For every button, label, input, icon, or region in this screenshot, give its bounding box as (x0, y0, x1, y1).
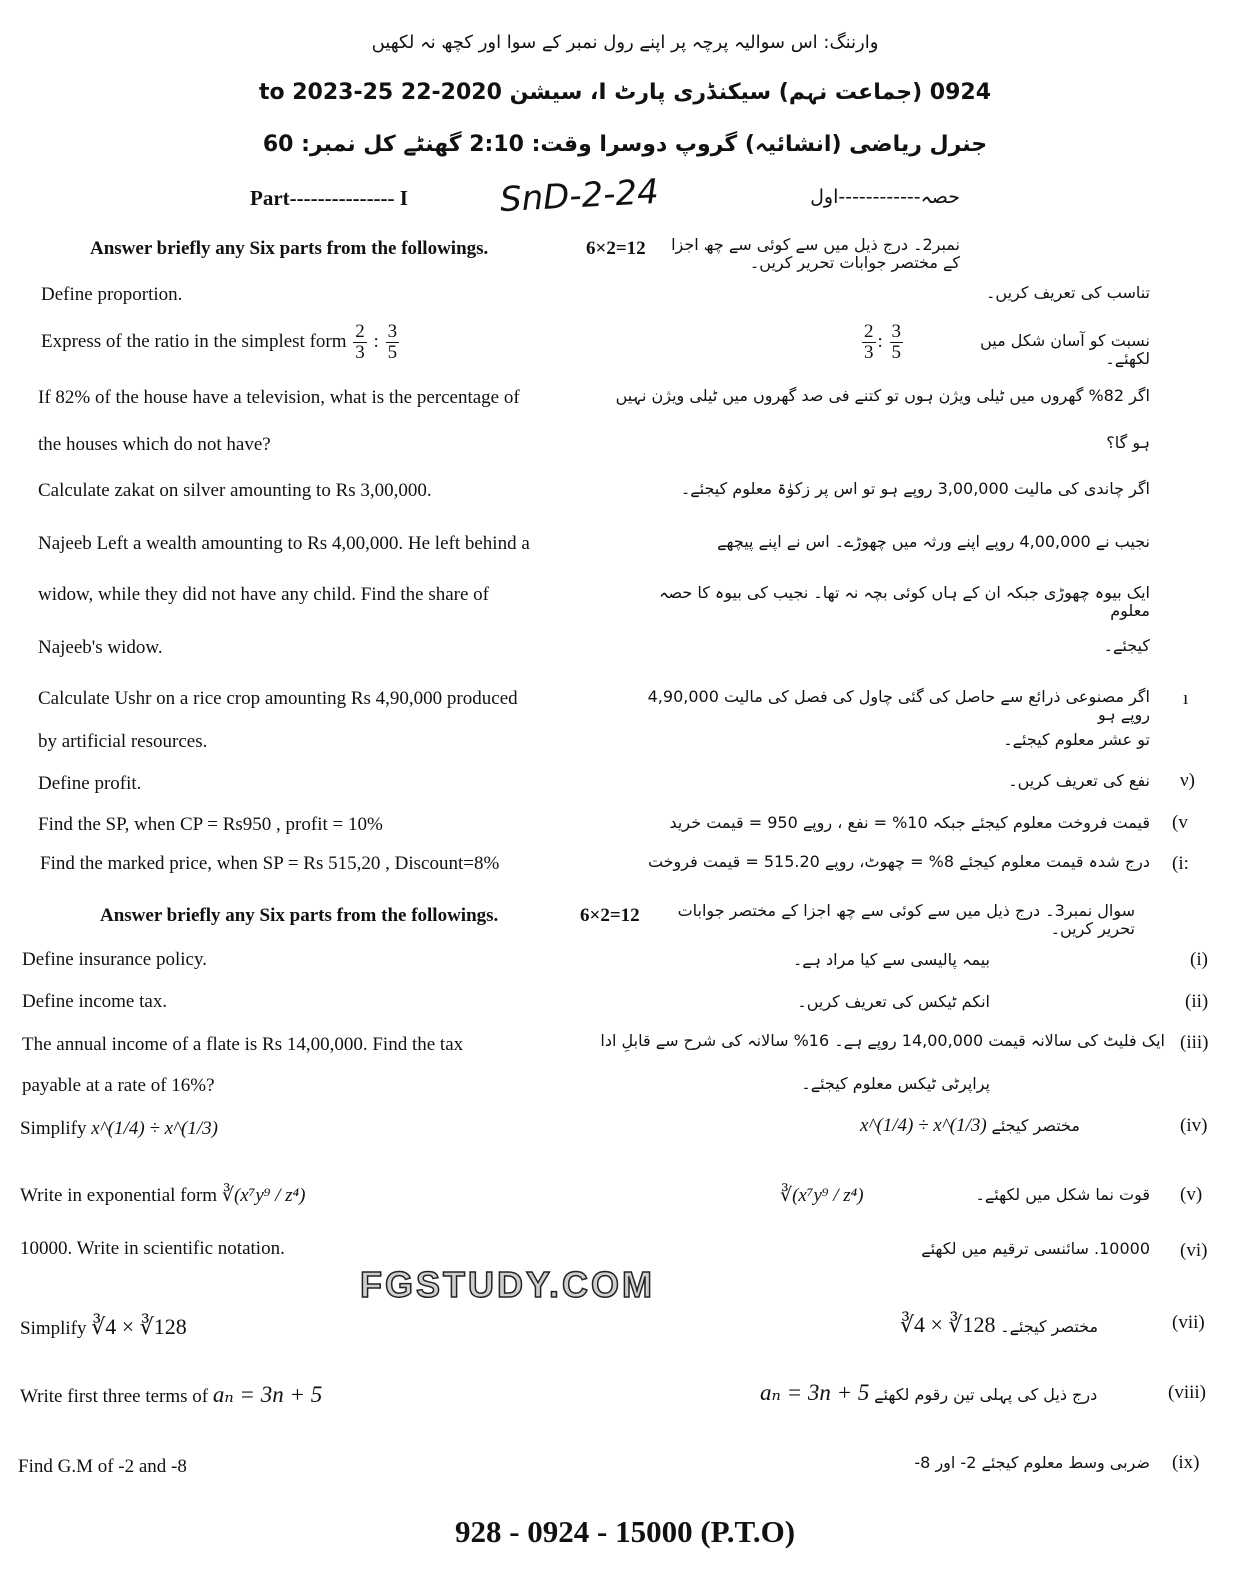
q3-item-8-marker: (viii) (1168, 1382, 1206, 1403)
q2-item-8-marker: (v (1172, 812, 1188, 833)
q2-item-7-en: Define profit. (38, 773, 142, 794)
q3-item-7-marker: (vii) (1172, 1312, 1205, 1333)
q3-item-4-marker: (iv) (1180, 1115, 1208, 1136)
q3-item-6-ur: 10000. سائنسی ترقیم میں لکھئے (921, 1239, 1150, 1258)
q3-item-3-ur-2: پراپرٹی ٹیکس معلوم کیجئے۔ (801, 1074, 990, 1093)
q3-item-8-en: Write first three terms of aₙ = 3n + 5 (20, 1382, 323, 1407)
q2-item-9-ur: درج شدہ قیمت معلوم کیجئے 8% = چھوٹ، روپے 515.20 = قیمت فروخت (647, 852, 1150, 871)
math-expression: x^(1/4) ÷ x^(1/3) (860, 1115, 987, 1136)
q3-item-9-marker: (ix) (1172, 1452, 1200, 1473)
q2-item-2-ratio: $\frac{2}{3}$ : $\frac{3}{5}$ (864, 321, 902, 363)
q3-item-5-marker: (v) (1180, 1184, 1203, 1205)
q2-item-2-text: Express of the ratio in the simplest form (41, 330, 347, 352)
q3-item-3-ur-1: ایک فلیٹ کی سالانہ قیمت 14,00,000 روپے ہے۔ 16% سالانہ کی شرح سے قابلِ ادا (600, 1031, 1165, 1050)
q3-item-9-en: Find G.M of -2 and -8 (18, 1456, 187, 1477)
paper-code-line: 0924 (جماعت نہم) سیکنڈری پارٹ I، سیشن 2020-22 to 2023-25 (258, 80, 992, 105)
q2-item-2-ur: نسبت کو آسان شکل میں لکھئے۔ (980, 331, 1150, 368)
q2-item-3-ur-2: ہو گا؟ (1106, 433, 1150, 452)
q2-item-4-ur: اگر چاندی کی مالیت 3,00,000 روپے ہو تو اس پر زکوٰۃ معلوم کیجئے۔ (680, 479, 1150, 498)
q2-item-6-en-2: by artificial resources. (38, 731, 208, 752)
q3-item-1-ur: بیمہ پالیسی سے کیا مراد ہے۔ (792, 950, 990, 969)
q3-item-1-en: Define insurance policy. (22, 949, 207, 970)
q2-item-3-en-1: If 82% of the house have a television, what is the percentage of (38, 387, 520, 408)
q2-item-5-ur-3: کیجئے۔ (1103, 636, 1150, 655)
q2-item-7-marker: ν) (1180, 770, 1195, 791)
subject-line: جنرل ریاضی (انشائیہ) گروپ دوسرا وقت: 2:10 گھنٹے کل نمبر: 60 (262, 132, 988, 157)
q3-marks: 6×2=12 (580, 905, 640, 926)
part-label-ur: حصہ------------اول (810, 186, 960, 208)
q2-item-6-ur-1: اگر مصنوعی ذرائع سے حاصل کی گئی چاول کی فصل کی مالیت 4,90,000 روپے ہو (647, 687, 1150, 724)
q3-item-4-en: Simplify x^(1/4) ÷ x^(1/3) (20, 1118, 218, 1139)
q3-item-2-en: Define income tax. (22, 991, 168, 1012)
handwritten-note: SnD-2-24 (499, 171, 660, 221)
q3-item-5-en: Write in exponential form ∛(x⁷y⁹ / z⁴) (20, 1185, 306, 1206)
q2-item-1-en: Define proportion. (41, 284, 183, 305)
q3-instruction-ur: سوال نمبر3۔ درج ذیل میں سے کوئی سے چھ اجزا کے مختصر جوابات تحریر کریں۔ (677, 901, 1135, 938)
q3-item-4-ur-line: x^(1/4) ÷ x^(1/3) مختصر کیجئے (860, 1115, 1080, 1136)
q2-item-8-en: Find the SP, when CP = Rs950 , profit = 10% (38, 814, 383, 835)
q3-item-3-en-2: payable at a rate of 16%? (22, 1075, 215, 1096)
q2-item-5-ur-2: ایک بیوہ چھوڑی جبکہ ان کے ہاں کوئی بچہ نہ تھا۔ نجیب کی بیوہ کا حصہ معلوم (659, 583, 1150, 620)
q3-item-7-ur-line: ∛4 × ∛128 مختصر کیجئے۔ (900, 1312, 1099, 1337)
q3-item-5-math: ∛(x⁷y⁹ / z⁴) (780, 1185, 864, 1206)
q2-item-7-ur: نفع کی تعریف کریں۔ (1008, 771, 1150, 790)
q2-item-9-marker: (i: (1172, 853, 1189, 874)
q3-item-9-ur: ضربی وسط معلوم کیجئے 2- اور 8- (914, 1453, 1150, 1472)
q3-item-2-marker: (ii) (1185, 991, 1209, 1012)
q3-item-3-marker: (iii) (1180, 1032, 1209, 1053)
q2-item-6-en-1: Calculate Ushr on a rice crop amounting Rs 4,90,000 produced (38, 688, 518, 709)
footer-code: 928 - 0924 - 15000 (P.T.O) (454, 1514, 796, 1549)
math-expression: ∛4 × ∛128 (91, 1314, 187, 1339)
q2-item-6-marker: ı (1183, 688, 1189, 709)
math-expression: ∛(x⁷y⁹ / z⁴) (221, 1185, 306, 1206)
math-expression: x^(1/4) ÷ x^(1/3) (91, 1118, 218, 1139)
q2-item-2-en: Express of the ratio in the simplest form $\frac{2}{3}$ : $\frac{3}{5}$ (41, 321, 398, 363)
q3-item-6-en: 10000. Write in scientific notation. (20, 1238, 285, 1259)
q2-item-3-en-2: the houses which do not have? (38, 434, 271, 455)
fraction: $\frac{3}{5}$ (387, 321, 398, 363)
q2-item-3-ur-1: اگر 82% گھروں میں ٹیلی ویژن ہوں تو کتنے فی صد گھروں میں ٹیلی ویژن نہیں (615, 386, 1150, 405)
q3-item-2-ur: انکم ٹیکس کی تعریف کریں۔ (797, 992, 990, 1011)
part-label-en: Part--------------- I (250, 186, 408, 210)
q3-item-8-ur-line: aₙ = 3n + 5 درج ذیل کی پہلی تین رقوم لکھئے (760, 1380, 1098, 1405)
q3-item-1-marker: (i) (1190, 949, 1208, 970)
fraction: $\frac{2}{3}$ (355, 321, 365, 363)
q2-marks: 6×2=12 (586, 238, 646, 259)
q2-item-9-en: Find the marked price, when SP = Rs 515,20 , Discount=8% (40, 853, 500, 874)
q3-item-6-marker: (vi) (1180, 1240, 1208, 1261)
q2-instruction-ur: نمبر2۔ درج ذیل میں سے کوئی سے چھ اجزا کے مختصر جوابات تحریر کریں۔ (671, 235, 960, 272)
math-expression: aₙ = 3n + 5 (212, 1382, 323, 1407)
q3-item-5-ur: قوت نما شکل میں لکھئے۔ (975, 1185, 1150, 1204)
q2-item-4-en: Calculate zakat on silver amounting to Rs 3,00,000. (38, 480, 432, 501)
q3-item-7-en: Simplify ∛4 × ∛128 (20, 1314, 187, 1339)
q2-item-6-ur-2: تو عشر معلوم کیجئے۔ (1003, 730, 1150, 749)
q2-item-5-en-2: widow, while they did not have any child. Find the share of (38, 584, 489, 605)
q2-item-5-ur-1: نجیب نے 4,00,000 روپے اپنے ورثہ میں چھوڑے۔ اس نے اپنے پیچھے (717, 532, 1150, 551)
q2-item-5-en-1: Najeeb Left a wealth amounting to Rs 4,00,000. He left behind a (38, 533, 530, 554)
q2-item-1-ur: تناسب کی تعریف کریں۔ (986, 283, 1150, 302)
warning-text: وارننگ: اس سوالیہ پرچہ پر اپنے رول نمبر کے سوا اور کچھ نہ لکھیں (371, 32, 879, 53)
q3-instruction-en: Answer briefly any Six parts from the followings. (100, 905, 499, 926)
q2-item-8-ur: قیمت فروخت معلوم کیجئے جبکہ 10% = نفع ، روپے 950 = قیمت خرید (669, 813, 1150, 832)
q2-item-5-en-3: Najeeb's widow. (38, 637, 163, 658)
q2-instruction-en: Answer briefly any Six parts from the followings. (90, 238, 489, 259)
watermark: FGSTUDY.COM (360, 1264, 656, 1305)
q3-item-3-en-1: The annual income of a flate is Rs 14,00,000. Find the tax (22, 1034, 464, 1055)
